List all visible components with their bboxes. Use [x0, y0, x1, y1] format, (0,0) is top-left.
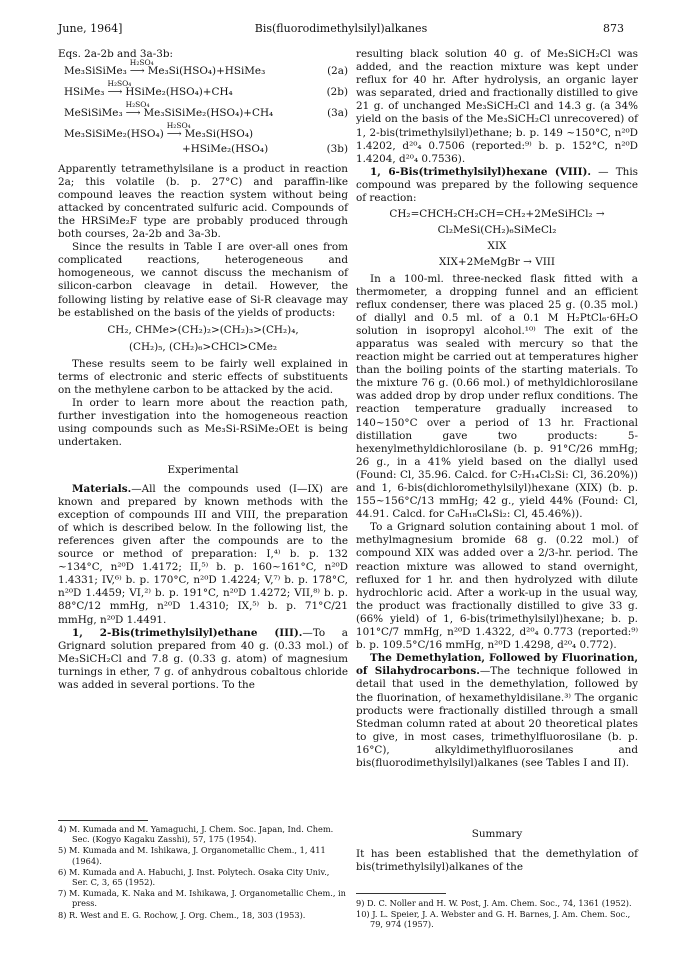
section-heading: Experimental [167, 463, 239, 476]
equation-lhs: Me₃SiSiMe₂(HSO₄) [64, 128, 164, 141]
footnote-rule [58, 820, 148, 821]
equation-2b [64, 79, 348, 99]
footnotes-left [58, 824, 348, 921]
run-in-heading: Materials. [72, 482, 132, 495]
reaction-sequence-line: Cl₂MeSi(CH₂)₆SiMeCl₂ [437, 224, 557, 237]
footnote: 8) R. West and E. G. Rochow, J. Org. Chem., 18, 303 (1953). [58, 909, 306, 920]
equation-rhs: Me₃SiSiMe₂(HSO₄)+CH₄ [143, 107, 274, 120]
equation-tag: (2a) [327, 65, 348, 78]
reaction-sequence-line: XIX [487, 240, 507, 253]
reaction-sequence-line: XIX+2MeMgBr → VIII [438, 256, 556, 269]
paragraph-text: — This compound was prepared by the following sequence of reaction: [356, 165, 638, 205]
paragraph-text: —To a Grignard solution prepared from 40 g. (0.33 mol.) of Me₃SiCH₂Cl and 7.8 g. (0.33 g. atom) of magnesium turnings in ether, 7 g. of anhydrous cobaltous chloride was added in several portions. To the [58, 626, 348, 692]
footnote: 5) M. Kumada and M. Ishikawa, J. Organometallic Chem., 1, 411 (1964). [58, 845, 326, 866]
reaction-sequence-line: CH₂=CHCH₂CH₂CH=CH₂+2MeSiHCl₂ → [389, 208, 605, 221]
footnote: 9) D. C. Noller and H. W. Post, J. Am. Chem. Soc., 74, 1361 (1952). [356, 898, 632, 908]
reaction-arrow: H₂SO₄ ⟶ [129, 58, 154, 78]
issue-date: June, 1964] [58, 22, 123, 35]
paragraph-text: —The technique followed in detail that used in the demethylation, followed by the fluorination, of hexamethyldisilane.³⁾ The organic products were fractionally distilled through a small Stedman column rated at about 20 theoretical plates to give, in most cases, trimethylfluorosilane (b. p. 16°C), alkyldimethylfluorosilanes and bis(fluorodimethylsilyl)alkanes (see Tables I and II). [356, 665, 638, 769]
cleavage-order-line: CH₂, CHMe>(CH₂)₂>(CH₂)₃>(CH₂)₄, [107, 323, 299, 336]
left-column [58, 48, 348, 692]
footnote: 6) M. Kumada and A. Habuchi, J. Inst. Polytech. Osaka City Univ., Ser. C, 3, 65 (1952). [58, 866, 330, 888]
equation-rhs: HSiMe₂(HSO₄)+CH₄ [125, 86, 233, 99]
run-in-heading: 1, 6-Bis(trimethylsilyl)hexane (VIII). [370, 165, 591, 178]
footnote: 10) J. L. Speier, J. A. Webster and G. H. Barnes, J. Am. Chem. Soc., 79, 974 (1957). [356, 909, 631, 930]
right-column [356, 48, 638, 770]
equation-rhs: Me₃Si(HSO₄) [184, 128, 254, 141]
paragraph: In order to learn more about the reaction path, further investigation into the homogeneous reaction using compounds such as Me₃Si-RSiMe₂OEt is being undertaken. [58, 397, 348, 449]
equation-3b [64, 121, 348, 141]
reaction-arrow: H₂SO₄ ⟶ [125, 100, 150, 120]
summary-text: It has been established that the demethylation of bis(trimethylsilyl)alkanes of the [356, 848, 638, 874]
equation-tag: (2b) [326, 86, 348, 99]
paragraph: Apparently tetramethylsilane is a product in reaction 2a; this volatile (b. p. 27°C) and paraffin-like compound leaves the reaction system without being attacked by concentrated sulfuric acid. Compounds of the HRSiMe₂F type are probably produced through both courses, 2a-2b and 3a-3b. [58, 162, 348, 241]
equation-rhs: Me₃Si(HSO₄)+HSiMe₃ [147, 65, 266, 78]
run-in-heading: The Demethylation, Followed by Fluorination, of Silahydrocarbons. [356, 652, 638, 678]
running-header [58, 22, 624, 38]
paragraph: To a Grignard solution containing about 1 mol. of methylmagnesium bromide 68 g. (0.22 mol.) of compound XIX was added over a 2/3-hr. period. The reaction mixture was allowed to stand overnight, refluxed for 1 hr. and then hydrolyzed with dilute hydrochloric acid. After a work-up in the usual way, the product was fractionally distilled to give 33 g. (66% yield) of 1, 6-bis(trimethylsilyl)hexane; b. p. 101°C/7 mmHg, n²⁰D 1.4322, d²⁰₄ 0.773 (reported:⁹⁾ b. p. 109.5°C/16 mmHg, n²⁰D 1.4298, d²⁰₄ 0.772). [356, 521, 638, 652]
summary-heading: Summary [471, 828, 523, 840]
equation-tag: (3a) [327, 107, 348, 120]
footnote-rule [356, 893, 446, 894]
equation-block [64, 58, 348, 156]
equation-lhs: Me₃SiSiMe₃ [64, 65, 127, 78]
equation-rhs: +HSiMe₂(HSO₄) [182, 143, 269, 156]
equation-lhs: HSiMe₃ [64, 86, 105, 99]
footnote: 4) M. Kumada and M. Yamaguchi, J. Chem. Soc. Japan, Ind. Chem. Sec. (Kogyo Kagaku Zasshi), 57, 175 (1954). [58, 824, 334, 845]
reaction-arrow: H₂SO₄ ⟶ [166, 121, 191, 141]
equation-3a [64, 100, 348, 120]
paragraph: In a 100-ml. three-necked flask fitted with a thermometer, a dropping funnel and an efficient reflux condenser, there was placed 25 g. (0.35 mol.) of diallyl and 0.5 ml. of a 0.1 M H₂PtCl₆·6H₂O solution in isopropyl alcohol.¹⁰⁾ The exit of the apparatus was sealed with mercury so that the reaction might be carried out at temperatures higher than the boiling points of the starting materials. To the mixture 76 g. (0.66 mol.) of methyldichlorosilane was added drop by drop under reflux conditions. The reaction temperature gradually increased to 140~150°C over a period of 13 hr. Fractional distillation gave two products: 5-hexenylmethyldichlorosilane (b. p. 91°C/26 mmHg; 26 g., in a 41% yield based on the diallyl used (Found: Cl, 35.96. Calcd. for C₇H₁₄Cl₂Si: Cl, 36.20%)) and 1, 6-bis(dichloromethylsilyl)hexane (XIX) (b. p. 155~156°C/13 mmHg; 42 g., yield 44% (Found: Cl, 44.91. Calcd. for C₈H₁₈Cl₄Si₂: Cl, 45.46%)). [356, 272, 638, 521]
paragraph: These results seem to be fairly well explained in terms of electronic and steric effects of substituents on the methylene carbon to be attacked by the acid. [58, 357, 348, 397]
equation-tag: (3b) [326, 143, 348, 156]
running-title: Bis(fluorodimethylsilyl)alkanes [254, 22, 428, 35]
footnotes-right [356, 898, 638, 931]
cleavage-order-line: (CH₂)₅, (CH₂)₆>CHCl>CMe₂ [128, 340, 278, 353]
equation-lhs: MeSiSiMe₃ [64, 107, 123, 120]
run-in-heading: 1, 2-Bis(trimethylsilyl)ethane (III). [72, 626, 303, 639]
paragraph: resulting black solution 40 g. of Me₃SiCH₂Cl was added, and the reaction mixture was kept under reflux for 40 hr. After hydrolysis, an organic layer was separated, dried and fractionally distilled to give 21 g. of unchanged Me₃SiCH₂Cl and 14.3 g. (a 34% yield on the basis of the Me₃SiCH₂Cl unrecovered) of 1, 2-bis(trimethylsilyl)ethane; b. p. 149 ~150°C, n²⁰D 1.4202, d²⁰₄ 0.7506 (reported:⁹⁾ b. p. 152°C, n²⁰D 1.4204, d²⁰₄ 0.7536). [356, 48, 638, 165]
reaction-arrow: H₂SO₄ ⟶ [107, 79, 132, 99]
paragraph-text: —All the compounds used (I—IX) are known and prepared by known methods with the exception of compounds III and VIII, the preparation of which is described below. In the following list, the references given after the compounds are to the source or method of preparation: I,⁴⁾ b. p. 132 ~134°C, n²⁰D 1.4172; II,⁵⁾ b. p. 160~161°C, n²⁰D 1.4331; IV,⁶⁾ b. p. 170°C, n²⁰D 1.4224; V,⁷⁾ b. p. 178°C, n²⁰D 1.4459; VI,²⁾ b. p. 191°C, n²⁰D 1.4272; VII,⁸⁾ b. p. 88°C/12 mmHg, n²⁰D 1.4310; IX,⁵⁾ b. p. 71°C/21 mmHg, n²⁰D 1.4491. [58, 482, 348, 626]
paragraph: Since the results in Table I are over-all ones from complicated reactions, heterogeneous and homogeneous, we cannot discuss the mechanism of silicon-carbon cleavage in detail. However, the following listing by relative ease of Si-R cleavage may be established on the basis of the yields of products: [58, 241, 348, 319]
equations-intro: Eqs. 2a-2b and 3a-3b: [58, 48, 173, 60]
footnote: 7) M. Kumada, K. Naka and M. Ishikawa, J. Organometallic Chem., in press. [58, 888, 346, 909]
page-number: 873 [603, 22, 624, 35]
equation-3b-continued [64, 143, 348, 156]
